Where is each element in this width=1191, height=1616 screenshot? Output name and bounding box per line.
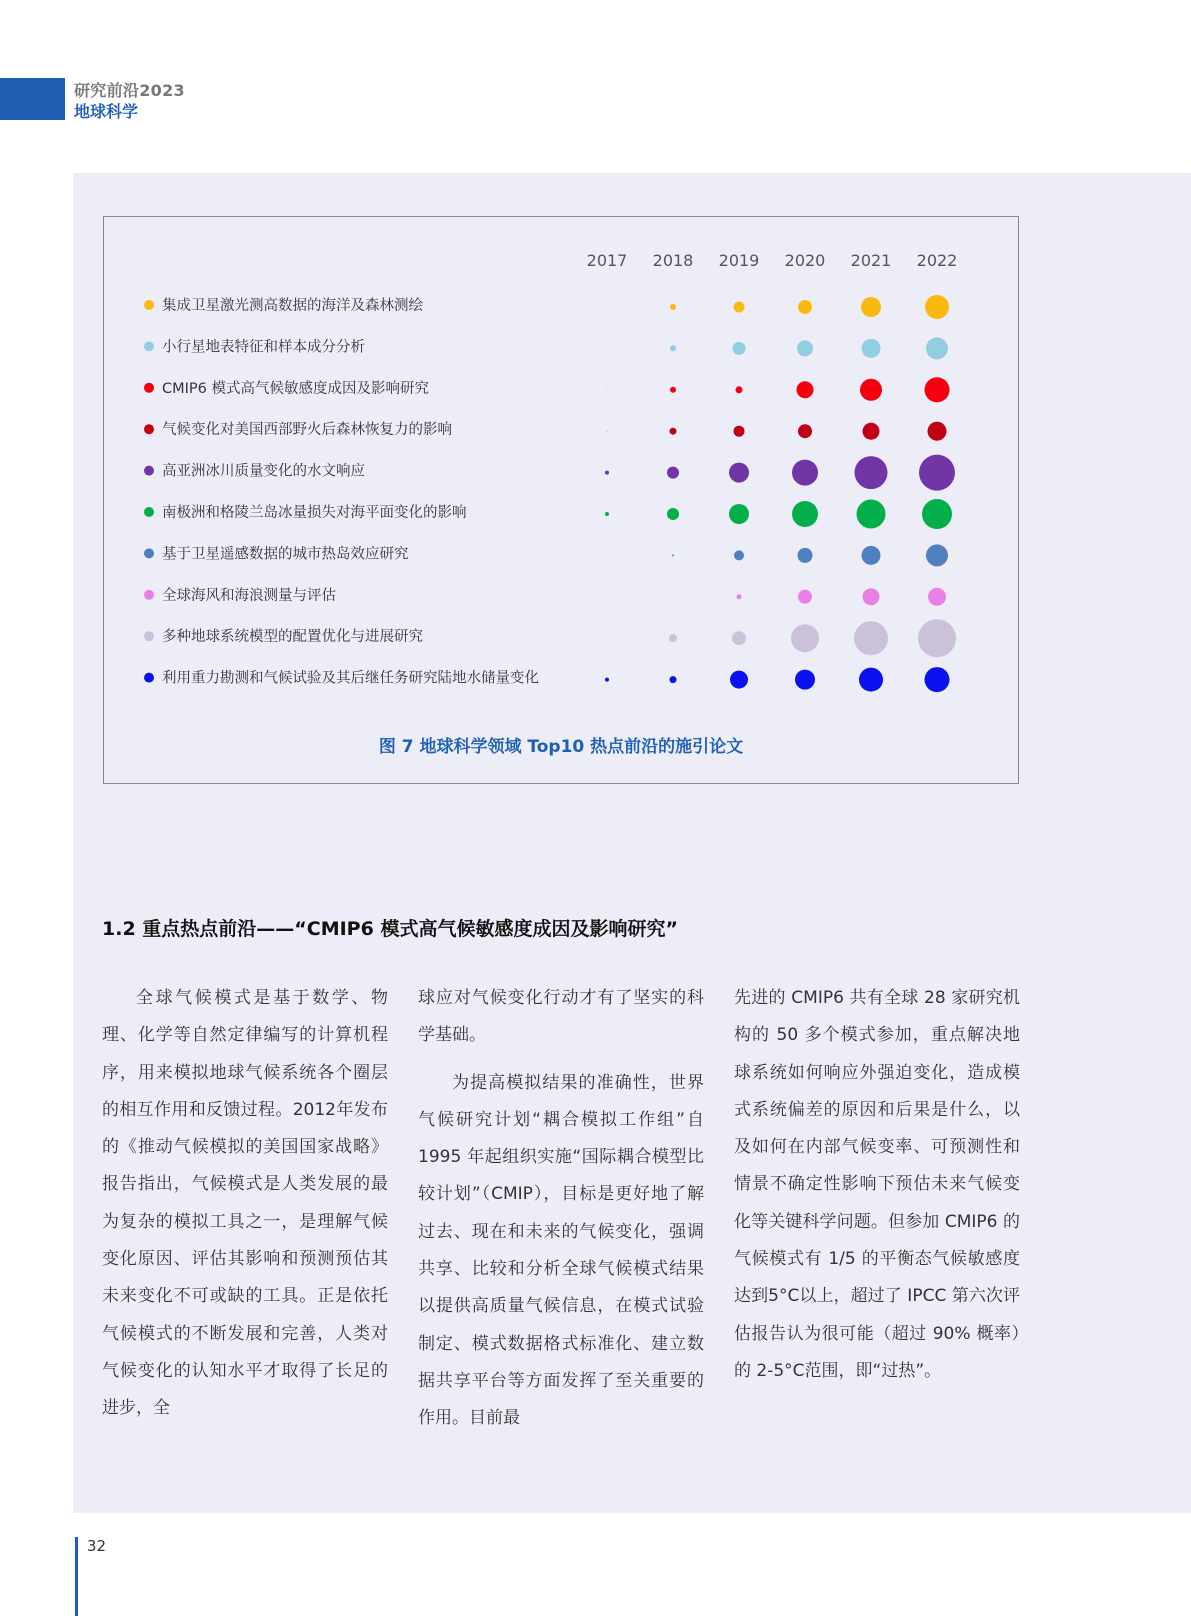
bubble [797,340,813,356]
legend-dot [144,507,154,517]
bubble [605,512,609,516]
bubble [670,428,677,435]
bubble [798,590,812,604]
bubble [928,422,947,441]
bubble [734,302,745,313]
bubble [791,624,819,652]
year-label: 2021 [850,251,892,270]
bubble [918,619,956,657]
paragraph: 先进的 CMIP6 共有全球 28 家研究机构的 50 多个模式参加，重点解决地球系统如何响应外强迫变化，造成模式系统偏差的原因和后果是什么，以及如何在内部气候变率、可预测性和情景不确定性影响下预估未来气候变化等关键科学问题。但参加 CMIP6 的气候模式有 1/5 的平衡态气候敏感度达到5°C以上，超过了 IPCC 第六次评估报告认为很可能（超过 90% 概率）的 2-5°C范围，即“过热”。 [734,988,1020,1381]
text-column-3 [734,980,1020,1390]
paragraph: 全球气候模式是基于数学、物理、化学等自然定律编写的计算机程序，用来模拟地球气候系统各个圈层的相互作用和反馈过程。2012年发布的《推动气候模拟的美国国家战略》报告指出，气候模式是人类发展的最为复杂的模拟工具之一，是理解气候变化原因、评估其影响和预测预估其未来变化不可或缺的工具。正是依托气候模式的不断发展和完善，人类对气候变化的认知水平才取得了长足的进步，全 [102,988,388,1419]
legend-dot [144,424,154,434]
legend-dot [144,341,154,351]
year-label: 2018 [652,251,694,270]
report-subject: 地球科学 [74,102,139,121]
bubble [733,342,746,355]
bubble [861,297,881,317]
text-column-2 [418,980,704,1438]
bubble [798,424,812,438]
bubble [798,300,812,314]
bubble [855,456,888,489]
year-label: 2020 [784,251,826,270]
page-number: 32 [87,1537,107,1555]
legend-dot [144,383,154,393]
bubble [854,621,888,655]
year-label: 2017 [586,251,628,270]
text-column-1 [102,980,388,1428]
year-label: 2022 [916,251,958,270]
series-label: 多种地球系统模型的配置优化与进展研究 [162,629,423,646]
legend-dot [144,300,154,310]
legend-dot [144,466,154,476]
bubble [862,339,881,358]
bubble [607,390,608,391]
bubble [795,670,815,690]
bubble [860,379,882,401]
bubble [734,426,745,437]
header-color-tab [0,78,65,120]
series-label: 高亚洲冰川质量变化的水文响应 [162,463,365,480]
bubble [798,548,813,563]
bubble [792,501,818,527]
bubble [926,544,948,566]
bubble [670,676,677,683]
figure-caption: 图 7 地球科学领域 Top10 热点前沿的施引论文 [378,737,744,757]
bubble [667,508,679,520]
series-label: 南极洲和格陵兰岛冰量损失对海平面变化的影响 [162,505,467,521]
bubble [729,463,749,483]
series-label: 基于卫星遥感数据的城市热岛效应研究 [162,546,409,563]
bubble [607,348,608,349]
bubble [732,631,746,645]
series-label: 集成卫星激光测高数据的海洋及森林测绘 [162,298,423,314]
legend-dot [144,631,154,641]
bubble [928,588,946,606]
bubble [925,377,950,402]
year-label: 2019 [718,251,760,270]
series-label: 利用重力勘测和气候试验及其后继任务研究陆地水储量变化 [162,670,539,687]
bubble [670,304,676,310]
bubble [862,546,881,565]
bubble [919,455,955,491]
bubble [607,307,608,308]
legend-dot [144,673,154,683]
series-label: 小行星地表特征和样本成分分析 [162,339,365,356]
report-title: 研究前沿2023 [74,81,185,100]
bubble-chart [104,217,1020,717]
series-label: CMIP6 模式高气候敏感度成因及影响研究 [162,380,429,397]
bubble [792,460,818,486]
bubble [737,594,742,599]
bubble [607,431,608,432]
figure-box [103,216,1019,784]
legend-dot [144,548,154,558]
bubble [670,345,676,351]
section-title: 1.2 重点热点前沿——“CMIP6 模式高气候敏感度成因及影响研究” [102,918,678,940]
bubble [672,554,674,556]
bubble [925,667,950,692]
bubble [605,678,609,682]
bubble [669,634,677,642]
bubble [605,471,609,475]
page-number-bar [75,1537,78,1616]
bubble [857,500,886,529]
series-label: 全球海风和海浪测量与评估 [162,587,336,604]
bubble [667,467,679,479]
bubble [730,671,748,689]
bubble [736,386,743,393]
bubble [797,381,814,398]
bubble [859,668,883,692]
bubble [925,295,949,319]
bubble [729,504,749,524]
bubble [863,423,880,440]
bubble [922,499,952,529]
bubble [926,337,948,359]
series-label: 气候变化对美国西部野火后森林恢复力的影响 [162,422,452,439]
bubble [734,550,744,560]
bubble [670,387,676,393]
paragraph: 为提高模拟结果的准确性，世界气候研究计划“耦合模拟工作组”自 1995 年起组织实施“国际耦合模型比较计划”（CMIP），目标是更好地了解过去、现在和未来的气候变化，强调共享、比较和分析全球气候模式结果以提供高质量气候信息，在模式试验制定、模式数据格式标准化、建立数据共享平台等方面发挥了至关重要的作用。目前最 [418,1072,704,1429]
bubble [863,588,880,605]
paragraph: 球应对气候变化行动才有了坚实的科学基础。 [418,988,704,1046]
legend-dot [144,590,154,600]
